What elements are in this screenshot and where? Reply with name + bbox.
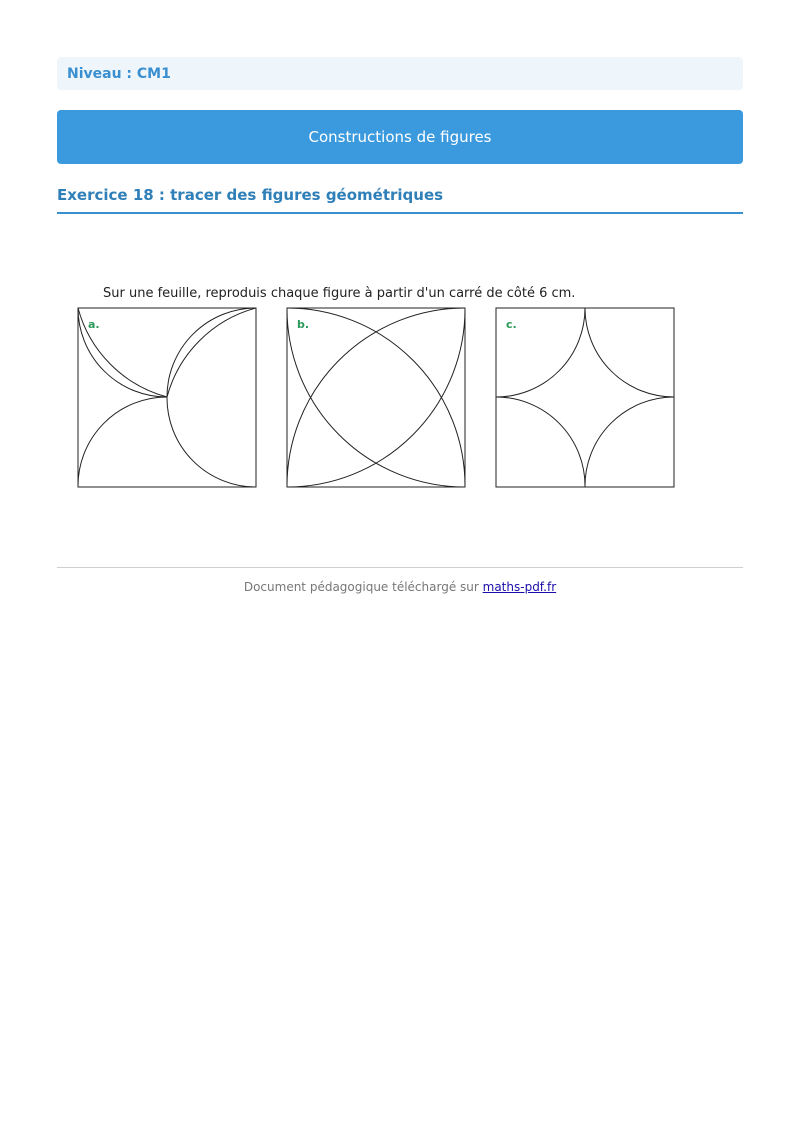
exercise-instruction: Sur une feuille, reproduis chaque figure à partir d'un carré de côté 6 cm. (103, 286, 576, 301)
footer-text: Document pédagogique téléchargé sur (243, 580, 483, 594)
exercise-figure (70, 280, 690, 495)
figures-drawing (70, 280, 690, 495)
topic-banner (57, 110, 743, 164)
footer-divider (57, 567, 743, 568)
title-divider (57, 212, 743, 214)
level-box (57, 57, 743, 90)
figure-c-label: c. (506, 318, 517, 331)
figure-b-drawing (287, 308, 465, 487)
figure-a-drawing (78, 308, 256, 487)
topic-title: Constructions de figures (308, 128, 492, 146)
figure-b-label: b. (297, 318, 310, 331)
exercise-title: Exercice 18 : tracer des figures géométriques (57, 186, 444, 204)
figure-c-drawing (496, 308, 674, 487)
level-label: Niveau : CM1 (67, 65, 171, 82)
footer-link[interactable]: maths-pdf.fr (482, 580, 557, 594)
figure-a-label: a. (88, 318, 100, 331)
footer (57, 580, 743, 594)
